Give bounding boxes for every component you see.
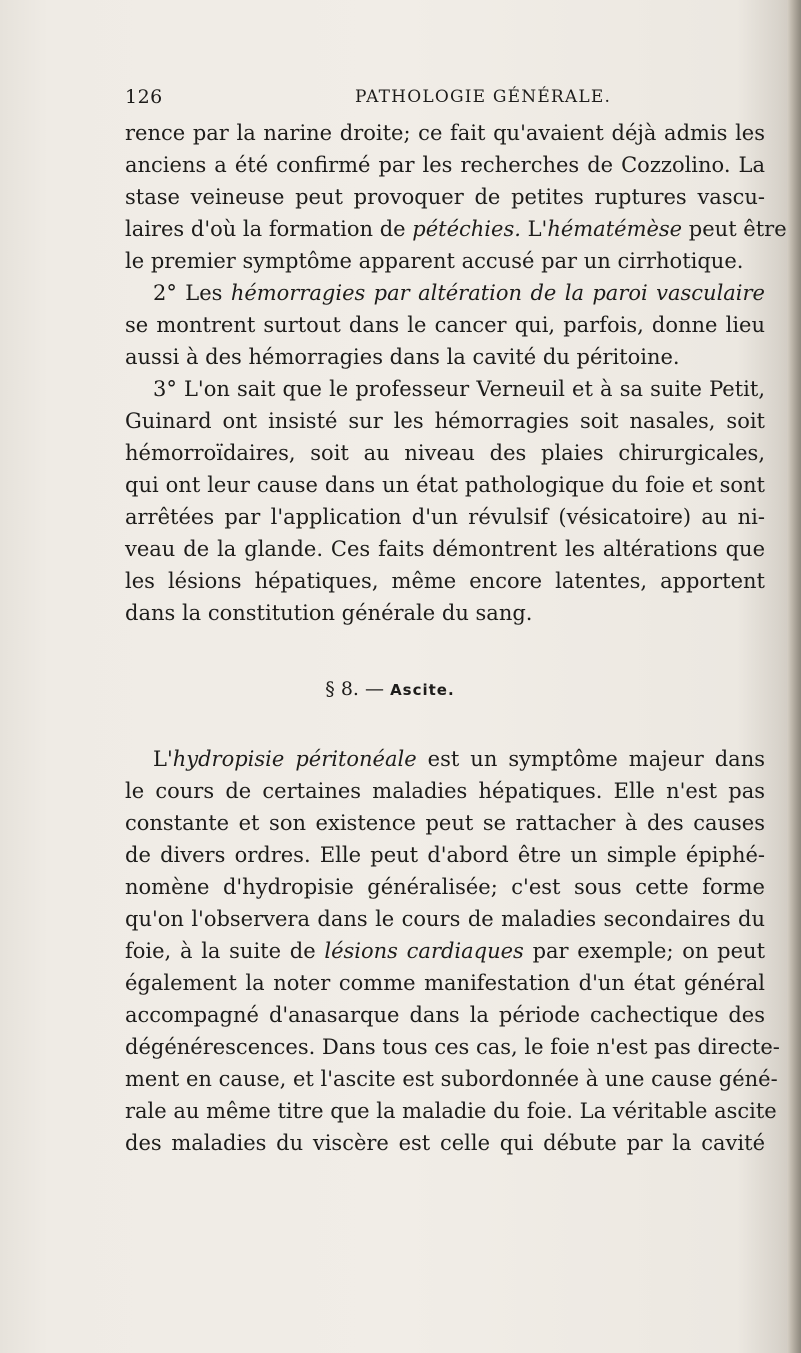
- text-line: arrêtées par l'application d'un révulsif (vésicatoire) au ni-: [125, 505, 765, 529]
- header-title: PATHOLOGIE GÉNÉRALE.: [355, 87, 612, 107]
- text-line: constante et son existence peut se rattacher à des causes: [125, 811, 765, 835]
- text-line: Guinard ont insisté sur les hémorragies soit nasales, soit: [125, 409, 765, 433]
- text-run: peut être: [682, 217, 787, 241]
- text-line: qu'on l'observera dans le cours de maladies secondaires du: [125, 907, 765, 931]
- text-line: 3° L'on sait que le professeur Verneuil et à sa suite Petit,: [153, 377, 765, 401]
- text-line: nomène d'hydropisie généralisée; c'est sous cette forme: [125, 875, 765, 899]
- text-line: [125, 743, 765, 775]
- text-line: accompagné d'anasarque dans la période cachectique des: [125, 1003, 765, 1027]
- text-line: rence par la narine droite; ce fait qu'avaient déjà admis les: [125, 121, 765, 145]
- text-run: laires d'où la formation de: [125, 217, 413, 241]
- text-line: le premier symptôme apparent accusé par un cirrhotique.: [125, 249, 744, 273]
- italic-term: pétéchies.: [412, 217, 521, 241]
- text-line: dégénérescences. Dans tous ces cas, le foie n'est pas directe-: [125, 1035, 780, 1059]
- text-run: 2° Les: [153, 281, 231, 305]
- book-spine-edge: [787, 0, 801, 1353]
- body-text-upper: [125, 117, 787, 629]
- section-heading: [0, 678, 780, 700]
- italic-term: hémorragies par altération de la paroi vasculaire: [230, 281, 765, 305]
- section-number: § 8. —: [325, 678, 385, 700]
- text-line: se montrent surtout dans le cancer qui, parfois, donne lieu: [125, 313, 765, 337]
- text-line: aussi à des hémorragies dans la cavité du péritoine.: [125, 345, 680, 369]
- text-run: par exemple; on peut: [523, 939, 766, 963]
- text-line: des maladies du viscère est celle qui débute par la cavité: [125, 1131, 765, 1155]
- text-line: veau de la glande. Ces faits démontrent les altérations que: [125, 537, 765, 561]
- text-run: foie, à la suite de: [125, 939, 325, 963]
- italic-term: lésions cardiaques: [324, 939, 524, 963]
- text-run: est un symptôme majeur dans: [416, 747, 765, 771]
- text-run: L': [520, 217, 548, 241]
- text-line: [125, 935, 765, 967]
- running-header: [0, 86, 780, 114]
- section-title: Ascite.: [390, 681, 455, 699]
- page-number: 126: [125, 86, 163, 108]
- text-run: L': [153, 747, 173, 771]
- text-line: ment en cause, et l'ascite est subordonnée à une cause géné-: [125, 1067, 778, 1091]
- text-line: [125, 277, 765, 309]
- text-line: [125, 213, 787, 245]
- text-line: également la noter comme manifestation d'un état général: [125, 971, 765, 995]
- text-line: de divers ordres. Elle peut d'abord être un simple épiphé-: [125, 843, 765, 867]
- text-line: rale au même titre que la maladie du foie. La véritable ascite: [125, 1099, 777, 1123]
- body-text-lower: [125, 743, 780, 1159]
- text-line: qui ont leur cause dans un état pathologique du foie et sont: [125, 473, 765, 497]
- text-line: dans la constitution générale du sang.: [125, 601, 533, 625]
- text-line: stase veineuse peut provoquer de petites ruptures vascu-: [125, 185, 765, 209]
- text-line: anciens a été confirmé par les recherches de Cozzolino. La: [125, 153, 765, 177]
- italic-term: hydropisie péritonéale: [172, 747, 417, 771]
- text-line: le cours de certaines maladies hépatiques. Elle n'est pas: [125, 779, 765, 803]
- text-line: hémorroïdaires, soit au niveau des plaies chirurgicales,: [125, 441, 765, 465]
- text-line: les lésions hépatiques, même encore latentes, apportent: [125, 569, 765, 593]
- italic-term: hématémèse: [547, 217, 683, 241]
